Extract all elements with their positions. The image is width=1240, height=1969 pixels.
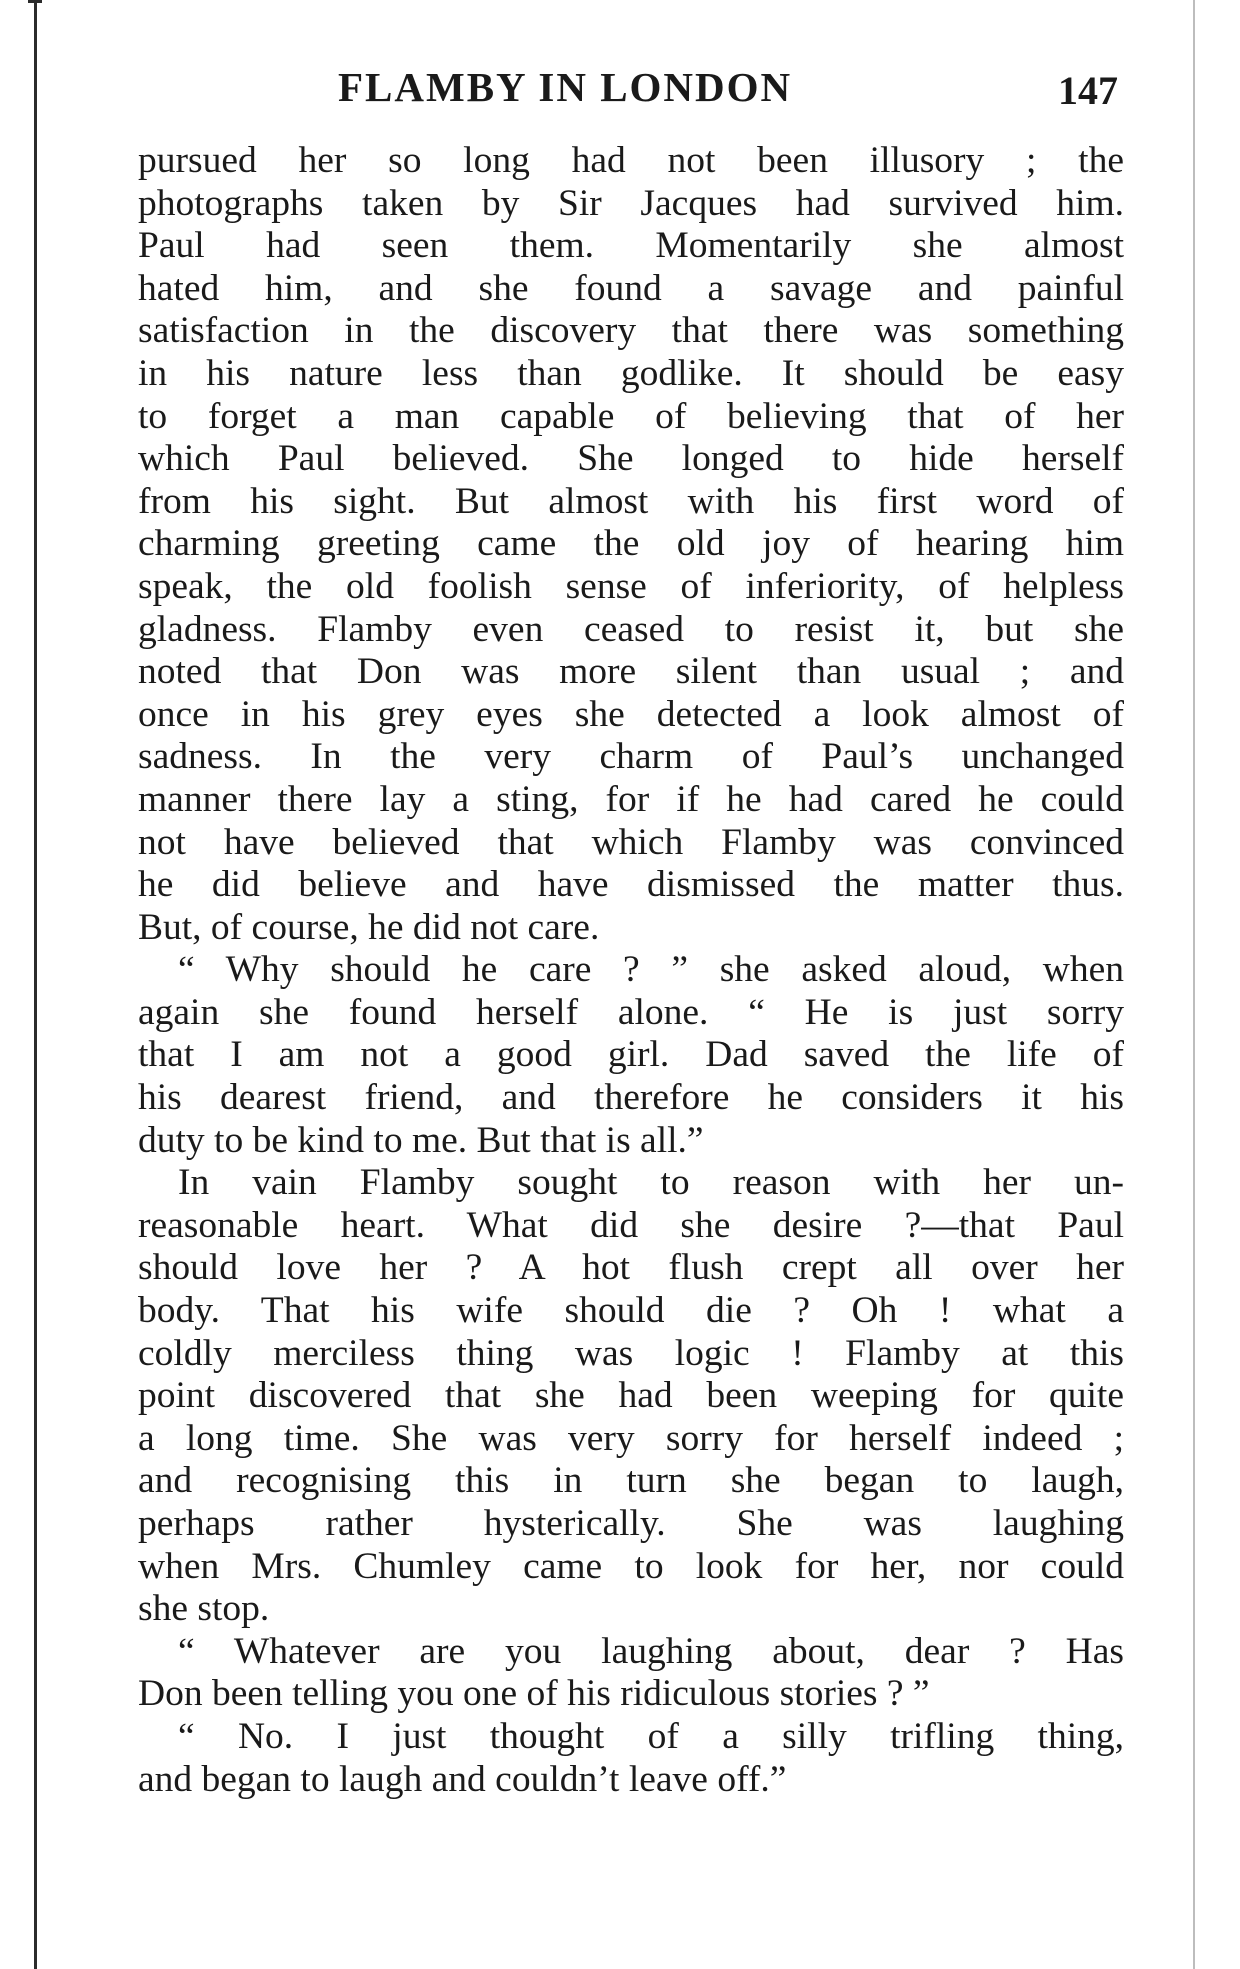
text-line: noted that Don was more silent than usual ; and: [138, 651, 1124, 693]
body-text: [138, 140, 1124, 1801]
text-line: gladness. Flamby even ceased to resist it, but she: [138, 608, 1124, 650]
text-line: body. That his wife should die ? Oh ! what a: [138, 1290, 1124, 1332]
page-edge-left-tick: [28, 0, 42, 3]
page-edge-right-rule: [1193, 0, 1195, 1969]
text-line: manner there lay a sting, for if he had cared he could: [138, 778, 1124, 820]
text-line: should love her ? A hot flush crept all over her: [138, 1247, 1124, 1289]
text-line: But, of course, he did not care.: [138, 906, 600, 948]
text-line: perhaps rather hysterically. She was laughing: [138, 1503, 1124, 1544]
text-line: and recognising this in turn she began to laugh,: [138, 1460, 1124, 1502]
text-line: and began to laugh and couldn’t leave off.”: [138, 1758, 787, 1800]
text-line: satisfaction in the discovery that there was something: [138, 310, 1124, 352]
text-line: duty to be kind to me. But that is all.”: [138, 1119, 704, 1161]
text-line: speak, the old foolish sense of inferiority, of helpless: [138, 565, 1124, 607]
text-line: when Mrs. Chumley came to look for her, nor could: [138, 1545, 1124, 1587]
text-line: in his nature less than godlike. It should be easy: [138, 352, 1124, 394]
text-line: “ Why should he care ? ” she asked aloud, when: [178, 949, 1124, 991]
text-line: his dearest friend, and therefore he considers it his: [138, 1077, 1124, 1119]
text-line: from his sight. But almost with his first word of: [138, 480, 1124, 522]
running-title: FLAMBY IN LONDON: [338, 64, 793, 110]
text-line: Don been telling you one of his ridiculous stories ? ”: [138, 1673, 930, 1715]
page-header: [138, 60, 1128, 120]
text-line: reasonable heart. What did she desire ?—that Paul: [138, 1204, 1124, 1246]
text-line: point discovered that she had been weeping for quite: [138, 1375, 1124, 1417]
text-line: In vain Flamby sought to reason with her un-: [178, 1162, 1124, 1204]
text-line: to forget a man capable of believing that of her: [138, 395, 1124, 437]
text-line: which Paul believed. She longed to hide herself: [138, 438, 1124, 480]
text-line: Paul had seen them. Momentarily she almost: [138, 225, 1124, 267]
page-number: 147: [1058, 68, 1118, 113]
text-line: hated him, and she found a savage and painful: [138, 267, 1124, 309]
text-line: coldly merciless thing was logic ! Flamby at this: [138, 1332, 1124, 1374]
text-line: that I am not a good girl. Dad saved the life of: [138, 1034, 1124, 1076]
text-line: “ Whatever are you laughing about, dear ? Has: [178, 1630, 1124, 1672]
text-line: pursued her so long had not been illusory ; the: [138, 140, 1124, 181]
text-line: she stop.: [138, 1588, 270, 1630]
text-line: photographs taken by Sir Jacques had survived him.: [138, 182, 1124, 224]
text-line: charming greeting came the old joy of hearing him: [138, 523, 1124, 565]
text-line: sadness. In the very charm of Paul’s unchanged: [138, 736, 1124, 778]
page-edge-left-rule: [34, 0, 37, 1969]
text-line: not have believed that which Flamby was convinced: [138, 821, 1124, 863]
text-line: once in his grey eyes she detected a look almost of: [138, 693, 1124, 735]
text-line: a long time. She was very sorry for herself indeed ;: [138, 1417, 1124, 1459]
text-line: again she found herself alone. “ He is just sorry: [138, 991, 1124, 1033]
text-line: he did believe and have dismissed the matter thus.: [138, 864, 1124, 906]
text-line: “ No. I just thought of a silly trifling thing,: [178, 1715, 1124, 1757]
